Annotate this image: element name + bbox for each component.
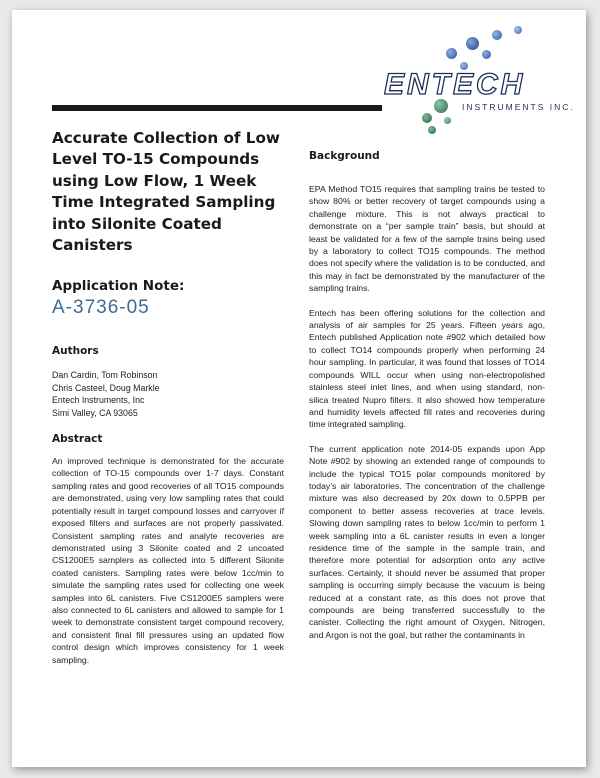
document-page [12,10,586,767]
logo-dot [466,37,479,50]
right-column [309,150,545,641]
application-note-label: Application Note: [52,278,185,295]
logo-dot [492,30,502,40]
background-paragraph: Entech has been offering solutions for the collection and analysis of air samples for 25 years. Fifteen years ago, Entech published Application note #902 which detailed how to collect TO14 compounds properly when performing 24 hour sampling. In particular, it was found that losses of TO14 compounds WILL occur when using non-electropolished stainless steel inlet lines, and when using standard, non-silica treated Nupro filters. It also showed how temperature and humidity levels affected fill rates and recoveries during time integrated sampling. [309,307,545,430]
abstract-heading: Abstract [52,433,103,446]
logo-dot [422,113,432,123]
logo-dot [444,117,451,124]
logo-dot [514,26,522,34]
header-rule [52,105,382,111]
logo-dot [482,50,491,59]
author-line: Entech Instruments, Inc [52,395,145,406]
application-note-number: A-3736-05 [52,297,150,319]
authors-heading: Authors [52,345,99,358]
logo-dot [428,126,436,134]
abstract-body: An improved technique is demonstrated for the accurate collection of TO-15 compounds over 1-7 days. Constant sampling rates and good recoveries of all TO15 compounds are demonstrated, using very low sampling rates that could potentially result in target compound losses and carryover if exposed filters and surfaces are not properly passivated. Consistent sampling rates and analyte recoveries are demonstrated using 3 Silonite coated and 2 uncoated CS1200E5 samplers as collected into 5 different Silonite coated canisters. Sampling rates were below 1cc/min to simulate the sampling rates used for collecting one week samples into 6L canisters. Five CS1200E5 samplers were also connected to 6L canisters and allowed to sample for 1 week to demonstrate consistent target compound recovery, and consistent final fill pressures using an updated flow control design which improves consistency for 1 week sampling. [52,456,284,665]
background-paragraph: The current application note 2014-05 expands upon App Note #902 by showing an extended range of compounds to include the typical TO15 polar compounds monitored by today’s air laboratories. The concentration of the challenge mixture was also decreased by 20x down to 0.5PPB per component to better assess recoveries at trace levels. Slowing down sampling rates to below 1cc/min to perform 1 week sampling into a 6L canister results in even a longer residence time of the sample in the sample train, and therefore more potential for adsorption onto any active surfaces. Certainly, it should never be assumed that proper sampling is occurring simply because the vacuum is being reduced at a constant rate, as this does not prove that compounds are being transferred successfully to the canister. Collecting the right amount of Oxygen, Nitrogen, and Argon is not the goal, but rather the contaminants in [309,443,545,640]
background-paragraph: EPA Method TO15 requires that sampling trains be tested to show 80% or better recovery of target compounds using a challenge mixture. This is not always practical to demonstrate on a “per sample train” basis, but should at least be validated for a few of the sample trains being used by a laboratory to collect TO15 compounds. The method does not specify where the validation is to be conducted, and this may in fact be demonstrated by the manufacturer of the sampling trains. [309,184,545,294]
document-title: Accurate Collection of Low Level TO-15 Compounds using Low Flow, 1 Week Time Integrated Sampling into Silonite Coated Canisters [52,129,280,255]
left-column [52,128,284,666]
author-line: Chris Casteel, Doug Markle [52,382,160,393]
author-line: Dan Cardin, Tom Robinson [52,370,158,381]
entech-logo [364,24,575,134]
logo-subtitle: INSTRUMENTS INC. [462,102,575,112]
author-line: Simi Valley, CA 93065 [52,407,138,418]
logo-brand-text: ENTECH [384,68,526,101]
background-heading: Background [309,150,380,162]
author-list [52,369,284,419]
logo-dot [446,48,457,59]
